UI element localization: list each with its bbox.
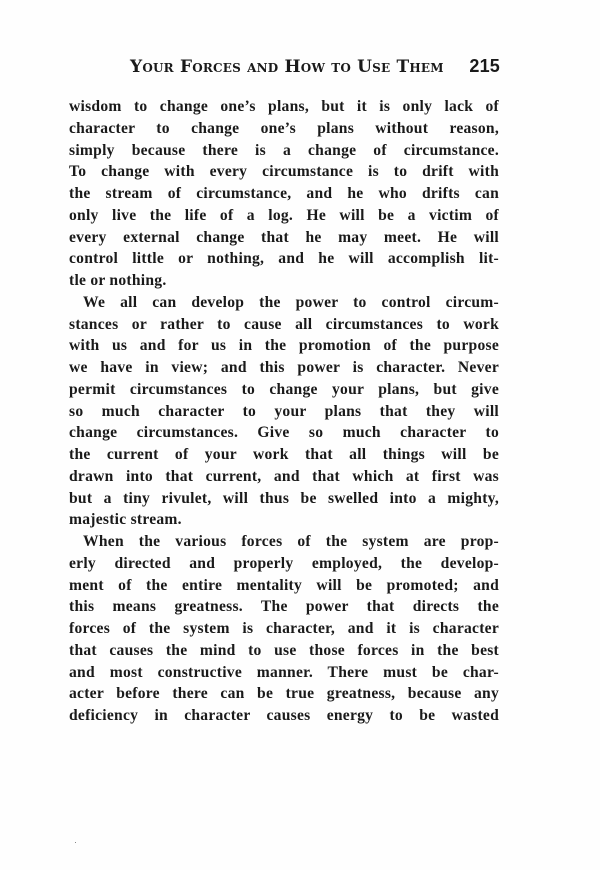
text-line: we have in view; and this power is character. Never (69, 359, 499, 376)
text-line: this means greatness. The power that directs the (69, 598, 499, 616)
text-line: control little or nothing, and he will accomplish lit- (69, 250, 499, 268)
text-line: but a tiny rivulet, will thus be swelled into a mighty, (69, 489, 499, 507)
text-line: tle or nothing. (69, 272, 167, 289)
text-line: only live the life of a log. He will be a victim of (69, 206, 499, 224)
text-line: acter before there can be true greatness, because any (69, 685, 499, 703)
text-line: that causes the mind to use those forces in the best (69, 641, 499, 659)
running-head (130, 56, 500, 80)
running-head-title: Your Forces and How to Use Them (130, 57, 444, 77)
text-line: so much character to your plans that they will (69, 402, 499, 420)
text-line: To change with every circumstance is to drift with (69, 163, 499, 181)
paragraph (69, 96, 499, 292)
text-line: the current of your work that all things will be (69, 446, 499, 463)
text-line: permit circumstances to change your plans, but give (69, 380, 499, 398)
body-text (69, 96, 499, 727)
text-line: deficiency in character causes energy to be wasted (69, 707, 499, 724)
text-line: and most constructive manner. There must be char- (69, 663, 499, 681)
text-line: character to change one’s plans without reason, (69, 119, 499, 137)
page-number: 215 (469, 56, 500, 76)
text-line: forces of the system is character, and it is character (69, 620, 499, 637)
text-line: the stream of circumstance, and he who drifts can (69, 185, 499, 202)
text-line: ment of the entire mentality will be promoted; and (69, 576, 499, 594)
text-line: When the various forces of the system are prop- (83, 533, 499, 550)
scan-speck (75, 842, 76, 843)
text-line: every external change that he may meet. He will (69, 228, 499, 246)
text-line: drawn into that current, and that which at first was (69, 467, 499, 485)
paragraph (69, 531, 499, 727)
text-line: wisdom to change one’s plans, but it is only lack of (69, 98, 499, 115)
paragraph (69, 292, 499, 531)
text-line: stances or rather to cause all circumstances to work (69, 315, 499, 333)
text-line: erly directed and properly employed, the develop- (69, 554, 499, 572)
text-line: We all can develop the power to control circum- (83, 293, 499, 311)
text-line: with us and for us in the promotion of the purpose (69, 337, 499, 355)
text-line: simply because there is a change of circumstance. (69, 141, 499, 159)
text-line: change circumstances. Give so much character to (69, 424, 499, 442)
text-line: majestic stream. (69, 511, 182, 529)
